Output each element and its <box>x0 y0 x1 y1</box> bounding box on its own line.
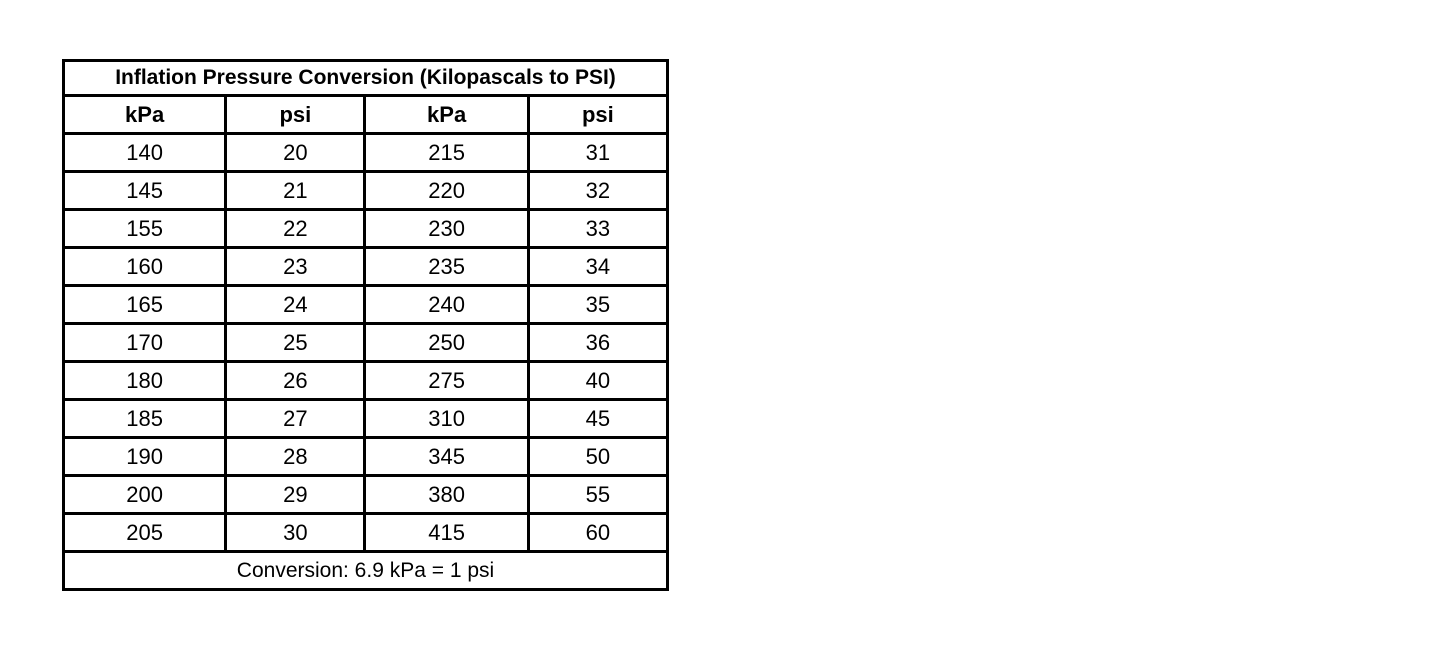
table-cell: 33 <box>528 210 667 248</box>
table-cell: 32 <box>528 172 667 210</box>
table-cell: 30 <box>226 514 365 552</box>
table-header-row <box>64 96 668 134</box>
table-cell: 24 <box>226 286 365 324</box>
table-cell: 345 <box>365 438 528 476</box>
table-cell: 40 <box>528 362 667 400</box>
table-cell: 165 <box>64 286 226 324</box>
table-title: Inflation Pressure Conversion (Kilopascals to PSI) <box>64 61 668 96</box>
table-footer-row <box>64 552 668 590</box>
column-header-kpa-2: kPa <box>365 96 528 134</box>
table-row <box>64 248 668 286</box>
table-cell: 140 <box>64 134 226 172</box>
table-row <box>64 172 668 210</box>
table-cell: 25 <box>226 324 365 362</box>
table-cell: 235 <box>365 248 528 286</box>
table-row <box>64 438 668 476</box>
table-body <box>64 134 668 552</box>
table-cell: 250 <box>365 324 528 362</box>
pressure-conversion-table <box>62 59 669 591</box>
table-cell: 55 <box>528 476 667 514</box>
table-cell: 170 <box>64 324 226 362</box>
table-cell: 34 <box>528 248 667 286</box>
table-cell: 220 <box>365 172 528 210</box>
table-cell: 50 <box>528 438 667 476</box>
column-header-kpa-1: kPa <box>64 96 226 134</box>
table-cell: 31 <box>528 134 667 172</box>
table-cell: 380 <box>365 476 528 514</box>
table-cell: 28 <box>226 438 365 476</box>
table-row <box>64 286 668 324</box>
table-cell: 310 <box>365 400 528 438</box>
table-cell: 190 <box>64 438 226 476</box>
table-cell: 160 <box>64 248 226 286</box>
table-cell: 415 <box>365 514 528 552</box>
table-cell: 230 <box>365 210 528 248</box>
table-cell: 155 <box>64 210 226 248</box>
table-cell: 205 <box>64 514 226 552</box>
table-row <box>64 476 668 514</box>
table-row <box>64 400 668 438</box>
table-cell: 180 <box>64 362 226 400</box>
table-cell: 21 <box>226 172 365 210</box>
table-cell: 29 <box>226 476 365 514</box>
table-row <box>64 134 668 172</box>
table-cell: 20 <box>226 134 365 172</box>
table-row <box>64 514 668 552</box>
table-row <box>64 324 668 362</box>
conversion-note: Conversion: 6.9 kPa = 1 psi <box>64 552 668 590</box>
table-cell: 240 <box>365 286 528 324</box>
column-header-psi-2: psi <box>528 96 667 134</box>
table-row <box>64 210 668 248</box>
table-row <box>64 362 668 400</box>
table-cell: 36 <box>528 324 667 362</box>
table-cell: 26 <box>226 362 365 400</box>
table-cell: 145 <box>64 172 226 210</box>
table-cell: 185 <box>64 400 226 438</box>
column-header-psi-1: psi <box>226 96 365 134</box>
table-cell: 215 <box>365 134 528 172</box>
table-cell: 45 <box>528 400 667 438</box>
table-cell: 275 <box>365 362 528 400</box>
table-cell: 60 <box>528 514 667 552</box>
table-cell: 35 <box>528 286 667 324</box>
table-cell: 22 <box>226 210 365 248</box>
table-cell: 200 <box>64 476 226 514</box>
table-cell: 23 <box>226 248 365 286</box>
table-title-row <box>64 61 668 96</box>
table-cell: 27 <box>226 400 365 438</box>
